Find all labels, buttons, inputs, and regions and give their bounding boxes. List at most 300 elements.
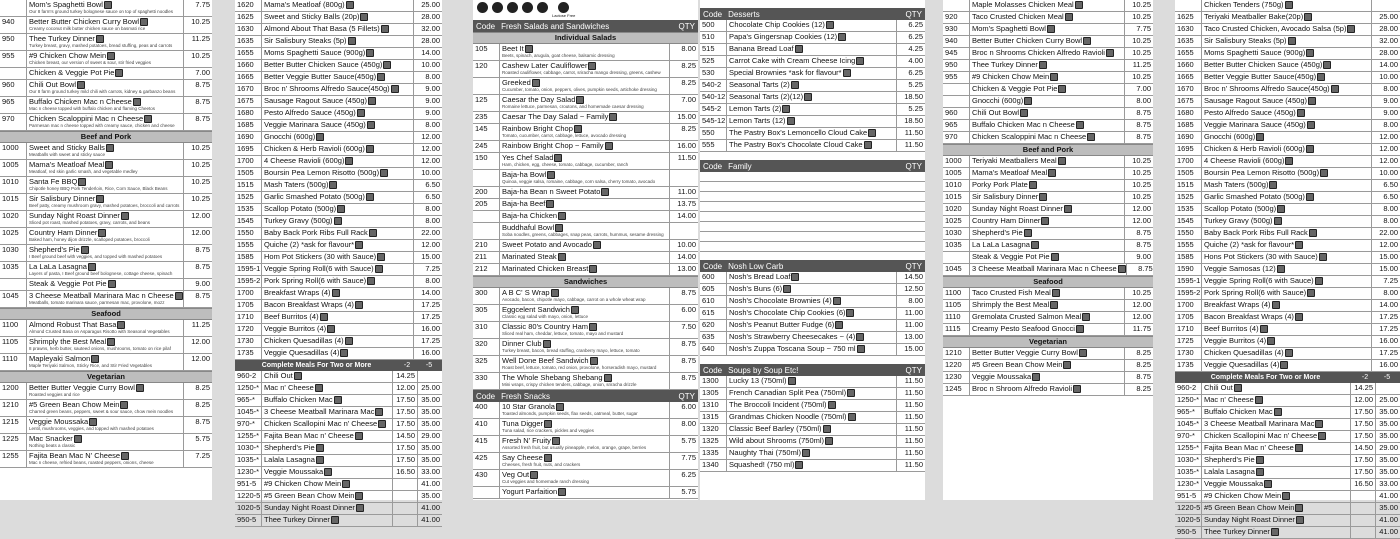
section-title: Nosh Low Carb [728, 261, 784, 271]
item-code: 970-* [235, 419, 262, 430]
item-price: 10.25 [1124, 48, 1153, 59]
menu-item-row [1175, 527, 1400, 539]
item-name: Scallop Potato (500g) [264, 204, 337, 213]
blank-row [700, 222, 925, 232]
item-code: 550 [700, 128, 727, 139]
item-name: Sunday Night Roast Dinner [264, 503, 355, 512]
dietary-icon [375, 408, 383, 416]
item-description: Assorted fresh fruit, but usually pineapple, melon, orange, grape, berries [502, 445, 647, 451]
item-description: Sliced pot roast, mashed potatoes, gravy, carrots, and beans [29, 220, 150, 226]
item-name-cell [727, 320, 896, 331]
dietary-icon [826, 21, 834, 29]
item-name: Fresh N' Fruity [502, 436, 551, 445]
dietary-icon [316, 456, 324, 464]
item-price: 12.00 [183, 211, 212, 227]
item-price: 8.75 [1124, 228, 1153, 239]
dietary-icon [825, 437, 833, 445]
dietary-icon [88, 263, 96, 271]
menu-item-row [0, 211, 212, 228]
item-name: Chicken Quesadillas (4) [1204, 348, 1284, 357]
item-code: 1210 [0, 400, 27, 416]
item-code: 1695 [235, 144, 262, 155]
item-name: Country Ham Dinner [29, 228, 98, 237]
item-list [943, 0, 1153, 144]
item-price: 11.50 [669, 153, 698, 169]
dietary-icon [783, 285, 791, 293]
item-list [235, 0, 442, 360]
dietary-icon [324, 468, 332, 476]
item-code: 970 [0, 114, 27, 130]
item-code: 1210 [943, 348, 970, 359]
item-price: 11.50 [896, 436, 925, 447]
menu-item-row [1175, 24, 1400, 36]
item-name: Greeked [502, 78, 531, 87]
menu-item-row [473, 288, 698, 305]
dietary-icon [355, 301, 363, 309]
item-price: 17.25 [413, 336, 442, 347]
item-name: Better Butter Chicken Sauce (450g) [1204, 60, 1323, 69]
item-name-cell [1202, 527, 1350, 538]
item-price [669, 170, 698, 186]
item-price: 5.75 [669, 436, 698, 452]
item-code: 1245 [943, 384, 970, 395]
menu-item-row [1175, 180, 1400, 192]
dietary-icon [1255, 396, 1263, 404]
menu-item-row [700, 296, 925, 308]
item-price: 41.00 [417, 479, 442, 490]
item-name-cell [27, 451, 183, 467]
item-price: 8.75 [183, 114, 212, 130]
item-price: 12.00 [413, 240, 442, 251]
item-name-cell [27, 34, 183, 50]
item-description: Layers of pasta, I Beef ground beef bolognese, cottage cheese, spinach [29, 271, 173, 277]
menu-item-row [1175, 72, 1400, 84]
menu-item-row [235, 479, 442, 491]
menu-item-row [1175, 312, 1400, 324]
dietary-icon [355, 241, 363, 249]
dietary-icon [1306, 145, 1314, 153]
item-code: 310 [473, 322, 500, 338]
item-name-cell [500, 211, 669, 222]
item-name: Better Veggie Butter Sauce(450g) [264, 72, 377, 81]
item-name: Chili Out Bowl [29, 80, 77, 89]
menu-item-row [473, 470, 698, 487]
item-code: 545-2 [700, 104, 727, 115]
item-name-cell [262, 12, 413, 23]
menu-page-1 [0, 0, 212, 500]
item-price: 12.00 [183, 337, 212, 353]
item-price: 8.00 [1371, 120, 1400, 131]
item-name: Buffalo Chicken Mac n Cheese [972, 120, 1075, 129]
item-name-cell [262, 168, 413, 179]
item-name-cell [727, 388, 896, 399]
item-name-cell [1202, 84, 1371, 95]
item-name: Buffalo Chicken Mac [264, 395, 333, 404]
item-name: Seasonal Tarts (2)(12) [729, 92, 804, 101]
menu-item-row [1175, 120, 1400, 132]
dietary-icon [857, 345, 865, 353]
menu-item-row [473, 339, 698, 356]
item-name: Classic Beef Barley (750ml) [729, 424, 822, 433]
item-name: Mapleyaki Salmon [29, 354, 91, 363]
menu-item-row [235, 455, 442, 467]
item-name: Nosh's Peanut Butter Fudge (6) [729, 320, 835, 329]
menu-item-row [1175, 36, 1400, 48]
item-code: 300 [473, 288, 500, 304]
item-code: 1030-* [235, 443, 262, 454]
menu-item-row [1175, 515, 1400, 527]
item-price: 17.50 [1350, 407, 1375, 418]
item-name-cell [1202, 36, 1371, 47]
dietary-icon [1307, 121, 1315, 129]
item-name: Carrot Cake with Cream Cheese Icing [729, 56, 856, 65]
menu-item-row [235, 240, 442, 252]
menu-item-row [235, 443, 442, 455]
menu-item-row [943, 24, 1153, 36]
item-name: Gnocchi (600g) [264, 132, 316, 141]
item-code: 1035-* [1175, 467, 1202, 478]
diet-icon [477, 2, 488, 13]
item-name: Sir Salisbury Steaks (5p) [1204, 36, 1287, 45]
dietary-icon [1306, 193, 1314, 201]
dietary-icon [795, 45, 803, 53]
menu-item-row [943, 348, 1153, 360]
item-code: 1550 [235, 228, 262, 239]
item-name: Chicken & Herb Ravioli (600g) [1204, 144, 1305, 153]
menu-item-row [235, 132, 442, 144]
item-code: 950-5 [1175, 527, 1202, 538]
menu-item-row [235, 252, 442, 264]
item-name: Chicken Tenders (750g) [1204, 0, 1284, 9]
item-price: 17.25 [1371, 348, 1400, 359]
item-description: Turkey breast, bacon, bread stuffing, cranberry mayo, lettuce, tomato [502, 348, 640, 354]
item-description: Classic egg salad with mayo, onion, lettuce [502, 314, 589, 320]
item-price: 35.00 [417, 491, 442, 502]
item-name: Lalala Lasagna [264, 455, 315, 464]
item-price: 17.50 [1350, 467, 1375, 478]
col-code: Code [476, 391, 496, 401]
item-name: Sunday Night Roast Dinner [1204, 515, 1295, 524]
item-name-cell [262, 228, 413, 239]
item-name: Tuna Digger [502, 419, 543, 428]
item-name-cell [1202, 383, 1350, 394]
item-code: 1550 [1175, 228, 1202, 239]
item-price: 8.00 [1371, 84, 1400, 95]
menu-item-row [235, 395, 442, 407]
col-two: -2 [1361, 374, 1369, 381]
menu-item-row [0, 68, 212, 80]
item-name: Sweet and Sticky Balls (20p) [264, 12, 360, 21]
blank-row [700, 182, 925, 192]
col-code: Code [703, 161, 723, 171]
dietary-icon [1320, 169, 1328, 177]
dietary-icon [1050, 301, 1058, 309]
item-code [473, 78, 500, 94]
menu-item-row [235, 312, 442, 324]
item-name: #9 Chicken Chow Mein [264, 479, 342, 488]
item-name-cell [262, 455, 392, 466]
item-name-cell [1202, 360, 1371, 371]
diet-icon [522, 2, 533, 13]
section-header-soups [700, 364, 925, 376]
item-name-cell [727, 68, 896, 79]
item-code: 1545 [235, 216, 262, 227]
item-name: Lemon Tarts (12) [729, 116, 786, 125]
item-description: Baked ham, honey dijon drizzle, scalloped potatoes, broccoli [29, 237, 150, 243]
dietary-icon [96, 195, 104, 203]
dietary-icon [532, 79, 540, 87]
item-code: 1230-* [235, 467, 262, 478]
item-price: 14.00 [413, 288, 442, 299]
item-name: Maple Molasses Chicken Meal [972, 0, 1074, 9]
menu-item-row [0, 354, 212, 371]
item-price: 8.75 [669, 339, 698, 355]
dietary-icon [89, 418, 97, 426]
menu-item-row [0, 97, 212, 114]
dietary-icon [1058, 85, 1066, 93]
item-code: 1735 [1175, 360, 1202, 371]
menu-item-row [0, 160, 212, 177]
item-name-cell [262, 36, 413, 47]
item-name: Moms Spaghetti Sauce (900g) [1204, 48, 1306, 57]
dietary-icon [331, 516, 339, 524]
item-name-cell [970, 348, 1124, 359]
menu-item-row [473, 402, 698, 419]
item-code: 965-* [1175, 407, 1202, 418]
item-code [473, 170, 500, 186]
item-code: 951-5 [235, 479, 262, 490]
menu-item-row [943, 0, 1153, 12]
item-name-cell [500, 373, 669, 389]
item-name-cell [727, 376, 896, 387]
item-price: 8.75 [183, 291, 212, 307]
item-price: 14.25 [1350, 383, 1375, 394]
menu-item-row [1175, 288, 1400, 300]
menu-item-row [700, 44, 925, 56]
item-list [0, 0, 212, 131]
item-code: 1700 [235, 288, 262, 299]
item-name: Broc n' Shrooms Alfredo Sauce(450g) [264, 84, 390, 93]
item-name: Caesar The Day Salad ~ Family [502, 112, 609, 121]
menu-item-row [1175, 419, 1400, 431]
item-name-cell [727, 308, 896, 319]
item-name: The Whole Shebang Shebang [502, 373, 603, 382]
dietary-icon [366, 193, 374, 201]
dietary-icon [1295, 504, 1303, 512]
item-price: 8.25 [1124, 348, 1153, 359]
item-name: Shepherd's Pie [264, 443, 315, 452]
dietary-icon [1307, 289, 1315, 297]
section-header-beef-pork: Beef and Pork [0, 131, 212, 143]
dietary-icon [1274, 217, 1282, 225]
item-name-cell [27, 114, 183, 130]
item-name-cell [500, 199, 669, 210]
item-description: Almond Crusted Basa on Asparagus Risotto with Seasonal Vegetables [29, 329, 170, 335]
item-name-cell [262, 515, 392, 526]
dietary-icon [546, 200, 554, 208]
dietary-icon [555, 224, 563, 232]
item-code: 400 [473, 402, 500, 418]
item-name-cell [727, 344, 896, 355]
blank-row [700, 202, 925, 212]
item-code: 1685 [235, 120, 262, 131]
col-code: Code [476, 21, 496, 31]
item-price: 17.50 [1350, 419, 1375, 430]
item-name-cell [262, 192, 413, 203]
dietary-icon [329, 181, 337, 189]
menu-item-row [235, 300, 442, 312]
dietary-icon [108, 280, 116, 288]
item-code: 245 [473, 141, 500, 152]
menu-item-row [700, 284, 925, 296]
menu-item-row [235, 288, 442, 300]
item-code: 950-5 [235, 515, 262, 526]
item-price: 35.00 [1375, 503, 1400, 514]
item-price: 15.00 [669, 112, 698, 123]
menu-item-row [943, 240, 1153, 252]
dietary-icon [1295, 313, 1303, 321]
dietary-icon [315, 384, 323, 392]
menu-item-row [473, 436, 698, 453]
item-name-cell [27, 354, 183, 370]
dietary-icon [355, 492, 363, 500]
item-name: Grandmas Chicken Noodle (750ml) [729, 412, 847, 421]
item-name: Veggie Marinara Sauce (450g) [1204, 120, 1306, 129]
menu-item-row [1175, 264, 1400, 276]
item-price: 12.00 [413, 132, 442, 143]
item-price: 12.00 [1371, 132, 1400, 143]
item-name-cell [500, 419, 669, 435]
item-code: 1515 [1175, 180, 1202, 191]
item-name: 3 Cheese Meatball Marinara Mac n Cheese [29, 291, 174, 300]
item-name: Buddhaful Bowl [502, 223, 555, 232]
item-price: 7.25 [183, 451, 212, 467]
dietary-icon [1277, 205, 1285, 213]
menu-item-row [700, 104, 925, 116]
dietary-icon [1323, 61, 1331, 69]
item-name-cell [970, 108, 1124, 119]
dietary-icon [1079, 349, 1087, 357]
item-name-cell [1202, 419, 1350, 430]
item-price: 8.25 [669, 78, 698, 94]
item-code: 1680 [1175, 108, 1202, 119]
item-price: 25.00 [413, 0, 442, 11]
dietary-icon [357, 109, 365, 117]
menu-item-row [473, 211, 698, 223]
diet-icon [537, 2, 548, 13]
item-price: 22.00 [413, 228, 442, 239]
item-price: 17.50 [1350, 455, 1375, 466]
item-name: Veggie Marinara Sauce (450g) [264, 120, 366, 129]
menu-item-row [1175, 96, 1400, 108]
menu-item-row [1175, 300, 1400, 312]
dietary-icon [345, 337, 353, 345]
item-name-cell [262, 240, 413, 251]
item-price: 8.75 [669, 373, 698, 389]
menu-item-row [473, 61, 698, 78]
item-price: 11.25 [183, 34, 212, 50]
item-description: Lentil, mushrooms, veggies, and topped with mashed potatoes [29, 426, 154, 432]
item-code: 945 [943, 48, 970, 59]
item-name-cell [500, 170, 669, 186]
section-header-family [700, 160, 925, 172]
dietary-icon [140, 18, 148, 26]
menu-item-row [700, 116, 925, 128]
section-title: Fresh Snacks [501, 391, 551, 401]
dietary-icon [115, 69, 123, 77]
item-description: Maple Teriyaki Salmon, Sticky Rice, and Stir Fried Vegetables [29, 363, 152, 369]
item-price: 8.75 [183, 245, 212, 261]
dietary-icon [1297, 109, 1305, 117]
item-price: 11.50 [896, 448, 925, 459]
item-price: 8.25 [1124, 384, 1153, 395]
item-name-cell [727, 80, 896, 91]
item-price: 12.00 [1371, 156, 1400, 167]
menu-item-row [700, 344, 925, 356]
menu-item-row [0, 51, 212, 68]
item-name-cell [970, 120, 1124, 131]
dietary-icon [81, 246, 89, 254]
item-price: 7.75 [669, 453, 698, 469]
dietary-icon [377, 253, 385, 261]
blank-row [700, 242, 925, 252]
dietary-icon [802, 449, 810, 457]
menu-item-row [943, 84, 1153, 96]
item-price: 14.50 [896, 272, 925, 283]
item-code: 950 [943, 60, 970, 71]
item-name-cell [970, 252, 1124, 263]
item-code: 555 [700, 140, 727, 151]
dietary-icon [601, 188, 609, 196]
item-code: 1545 [1175, 216, 1202, 227]
item-name-cell [1202, 491, 1350, 502]
blank-row [700, 212, 925, 222]
dietary-icon [554, 154, 562, 162]
item-name-cell [500, 487, 669, 498]
item-name: Chicken Scallopini Mac n' Cheese [1204, 431, 1318, 440]
item-price: 28.00 [1371, 24, 1400, 35]
menu-item-row [473, 322, 698, 339]
section-title: Family [728, 161, 752, 171]
item-price: 11.50 [896, 140, 925, 151]
item-name: Sir Salisbury Steaks (5p) [264, 36, 347, 45]
item-name-cell [1202, 252, 1371, 263]
item-price: 8.25 [183, 383, 212, 399]
dietary-icon [1285, 1, 1293, 9]
item-name: Chicken Scaloppini Mac n Cheese [29, 114, 144, 123]
dietary-icon [1285, 349, 1293, 357]
item-name-cell [500, 240, 669, 251]
item-name-cell [262, 288, 413, 299]
item-price: 29.00 [417, 431, 442, 442]
item-name-cell [262, 252, 413, 263]
menu-item-row [235, 36, 442, 48]
item-name-cell [262, 503, 392, 514]
menu-item-row [1175, 216, 1400, 228]
item-price: 8.25 [669, 124, 698, 140]
item-code: 1595-2 [237, 276, 261, 285]
item-price: 12.00 [1371, 240, 1400, 251]
item-price [1350, 515, 1375, 526]
item-name-cell [27, 17, 183, 33]
item-name: Beef Burritos (4) [1204, 324, 1259, 333]
menu-item-row [700, 80, 925, 92]
item-name-cell [727, 92, 896, 103]
dietary-icon [1052, 289, 1060, 297]
item-price: 8.75 [1124, 132, 1153, 143]
item-price: 8.00 [1371, 216, 1400, 227]
item-code: 1045 [943, 264, 970, 275]
